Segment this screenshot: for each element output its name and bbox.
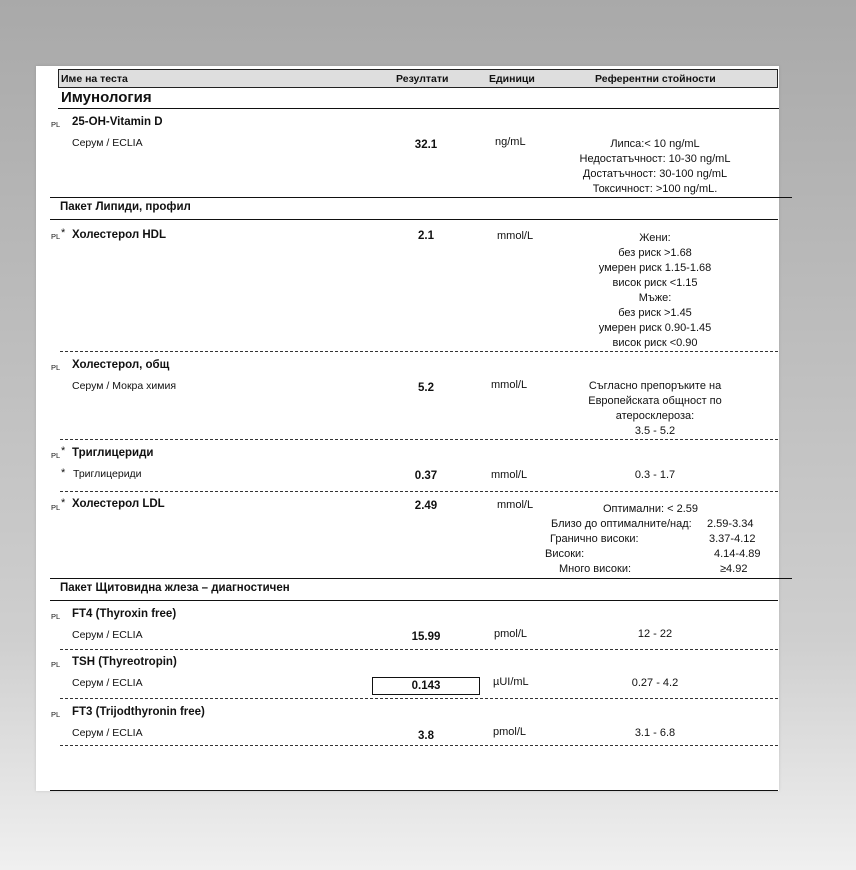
vitd-unit: ng/mL [495,136,526,148]
ft4-unit: pmol/L [494,628,528,640]
ldl-unit: mmol/L [497,499,534,511]
ldl-ref-high-label: Високи: [545,548,585,560]
ft3-reference: 3.1 - 6.8 [634,727,676,739]
tsh-name: TSH (Thyreotropin) [72,656,177,668]
ft4-pl: PL [51,612,61,621]
chol-reference: Съгласно препоръките на Европейската общност по атеросклероза: 3.5 - 5.2 [588,380,722,437]
page-bottom-rule [50,790,778,791]
chol-method: Серум / Мокра химия [72,380,177,392]
tsh-result: 0.143 [372,677,480,695]
divider [60,439,778,440]
header-results: Резултати [396,73,449,85]
hdl-name: Холестерол HDL [72,229,166,241]
ft3-pl: PL [51,710,61,719]
tsh-unit: µUI/mL [493,676,529,688]
ft3-method: Серум / ECLIA [72,727,143,739]
ldl-ref-near-value: 2.59-3.34 [707,518,754,530]
vitd-name: 25-OH-Vitamin D [72,116,163,128]
divider [60,649,778,650]
hdl-unit: mmol/L [497,230,534,242]
trig-name: Триглицериди [72,447,154,459]
chol-unit: mmol/L [491,379,528,391]
header-units: Единици [489,73,535,85]
trig-pl: PL [51,451,61,460]
hdl-pl: PL [51,232,61,241]
vitd-method: Серум / ECLIA [72,137,143,149]
tsh-reference: 0.27 - 4.2 [631,677,679,689]
ldl-ref-border-label: Гранично високи: [550,533,639,545]
ft4-method: Серум / ECLIA [72,629,143,641]
ldl-pl: PL [51,503,61,512]
chol-result: 5.2 [418,382,434,394]
section-title: Имунология [61,89,152,106]
header-reference: Референтни стойности [595,73,716,85]
ft3-unit: pmol/L [493,726,527,738]
ft4-reference: 12 - 22 [637,628,673,640]
vitd-pl: PL [51,120,61,129]
tsh-method: Серум / ECLIA [72,677,143,689]
divider [60,351,778,352]
section-divider [58,108,779,109]
divider [60,491,778,492]
vitd-reference: Липса:< 10 ng/mL Недостатъчност: 10-30 ng/mL Достатъчност: 30-100 ng/mL Токсичност: >100 ng/mL. [579,138,731,195]
trig-reference: 0.3 - 1.7 [634,469,676,481]
chol-name: Холестерол, общ [72,359,170,371]
hdl-reference: Жени: без риск >1.68 умерен риск 1.15-1.68 висок риск <1.15 Мъже: без риск >1.45 умерен риск 0.90-1.45 висок риск <0.90 [598,232,712,349]
trig-sub-star: * [61,467,66,479]
vitd-result: 32.1 [414,139,438,151]
ft4-name: FT4 (Thyroxin free) [72,608,177,620]
hdl-result: 2.1 [418,230,434,242]
trig-unit: mmol/L [491,469,528,481]
trig-sub-name: Триглицериди [73,468,142,480]
ldl-ref-optimal: Оптимални: < 2.59 [603,503,699,515]
divider [50,578,792,579]
tsh-pl: PL [51,660,61,669]
trig-star: * [61,445,66,457]
header-test-name: Име на теста [61,73,128,85]
trig-result: 0.37 [414,470,438,482]
ldl-result: 2.49 [414,500,438,512]
ldl-name: Холестерол LDL [72,498,165,510]
ldl-ref-near-label: Близо до оптималните/над: [551,518,692,530]
ft4-result: 15.99 [411,631,441,643]
ft3-result: 3.8 [418,730,434,742]
ldl-ref-very-high-value: ≥4.92 [720,563,748,575]
divider [60,698,778,699]
chol-pl: PL [51,363,61,372]
lipids-package-title: Пакет Липиди, профил [60,201,191,213]
ldl-ref-high-value: 4.14-4.89 [714,548,761,560]
divider [50,197,792,198]
ldl-ref-very-high-label: Много високи: [559,563,632,575]
divider [50,219,778,220]
divider [60,745,778,746]
divider [50,600,778,601]
ldl-star: * [61,497,66,509]
hdl-star: * [61,227,66,239]
ldl-ref-border-value: 3.37-4.12 [709,533,756,545]
thyroid-package-title: Пакет Щитовидна жлеза – диагностичен [60,582,290,594]
ft3-name: FT3 (Trijodthyronin free) [72,706,205,718]
